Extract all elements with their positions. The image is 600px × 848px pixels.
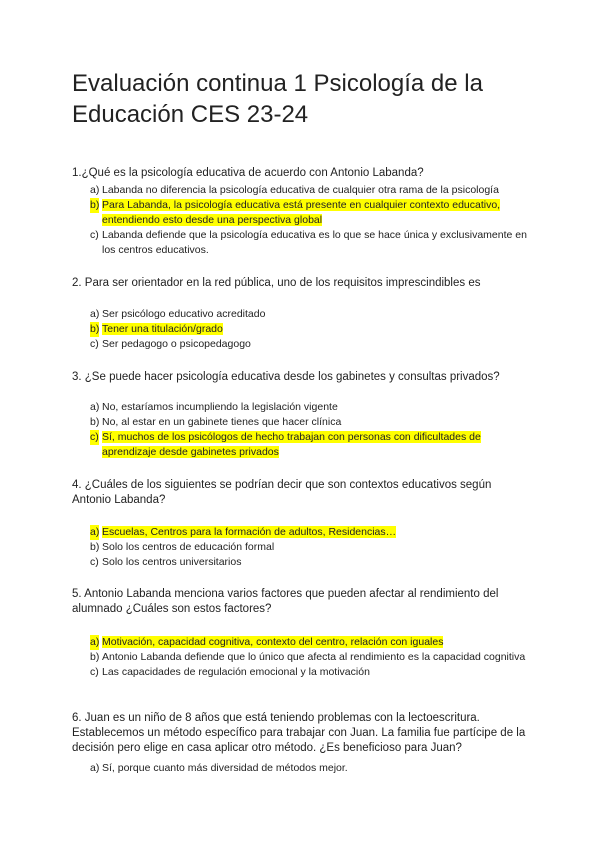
option-text: Solo los centros de educación formal	[102, 541, 275, 553]
question-3: 3. ¿Se puede hacer psicología educativa desde los gabinetes y consultas privados?	[72, 371, 500, 383]
options-question-2	[72, 307, 532, 352]
option-letter: b)	[90, 323, 100, 335]
option-text: Labanda no diferencia la psicología educativa de cualquier otra rama de la psicología	[102, 184, 499, 196]
option-letter: b)	[90, 541, 100, 553]
option-3b	[72, 415, 532, 430]
option-text-highlighted: Para Labanda, la psicología educativa está presente en cualquier contexto educativo, entendiendo esto desde una perspectiva global	[102, 199, 501, 226]
option-5a	[72, 635, 532, 650]
options-question-4	[72, 525, 532, 570]
option-letter: b)	[90, 199, 100, 211]
option-4a	[72, 525, 532, 540]
page-title: Evaluación continua 1 Psicología de la Educación CES 23-24	[72, 70, 483, 128]
option-1a	[72, 183, 532, 198]
option-3a	[72, 400, 532, 415]
option-2a	[72, 307, 532, 322]
option-text: Sí, porque cuanto más diversidad de métodos mejor.	[102, 762, 348, 774]
option-4b	[72, 540, 532, 555]
question-5: 5. Antonio Labanda menciona varios factores que pueden afectar al rendimiento del alumnado ¿Cuáles son estos factores?	[72, 588, 499, 615]
option-letter: c)	[90, 338, 99, 350]
option-2c	[72, 337, 532, 352]
option-5b	[72, 650, 532, 665]
option-letter: a)	[90, 401, 100, 413]
option-text: Ser pedagogo o psicopedagogo	[102, 338, 251, 350]
option-text: Las capacidades de regulación emocional y la motivación	[102, 666, 370, 678]
option-letter: b)	[90, 651, 100, 663]
option-text-highlighted: Escuelas, Centros para la formación de adultos, Residencias…	[102, 526, 397, 538]
option-5c	[72, 665, 532, 680]
option-text: Labanda defiende que la psicología educativa es lo que se hace única y exclusivamente en los centros educativos.	[102, 229, 527, 256]
option-letter: a)	[90, 184, 100, 196]
option-letter: a)	[90, 636, 100, 648]
option-text: Solo los centros universitarios	[102, 556, 242, 568]
option-letter: c)	[90, 666, 99, 678]
option-letter: c)	[90, 229, 99, 241]
question-2: 2. Para ser orientador en la red pública, uno de los requisitos imprescindibles es	[72, 277, 481, 289]
question-6: 6. Juan es un niño de 8 años que está teniendo problemas con la lectoescritura. Establecemos un método específico para trabajar con Juan. La familia fue partícipe de la decisión pero elige en casa aplicar otro método. ¿Es beneficioso para Juan?	[72, 712, 526, 754]
question-1: 1.¿Qué es la psicología educativa de acuerdo con Antonio Labanda?	[72, 167, 424, 179]
option-1c	[72, 228, 532, 258]
option-letter: a)	[90, 762, 100, 774]
option-letter: c)	[90, 556, 99, 568]
options-question-6	[72, 761, 532, 776]
option-letter: c)	[90, 431, 99, 443]
options-question-5	[72, 635, 532, 680]
option-6a	[72, 761, 532, 776]
options-question-1	[72, 183, 532, 258]
option-2b	[72, 322, 532, 337]
option-letter: b)	[90, 416, 100, 428]
option-4c	[72, 555, 532, 570]
option-letter: a)	[90, 526, 100, 538]
option-letter: a)	[90, 308, 100, 320]
option-text: Ser psicólogo educativo acreditado	[102, 308, 266, 320]
option-3c	[72, 430, 532, 460]
option-1b	[72, 198, 532, 228]
options-question-3	[72, 400, 532, 460]
option-text: No, estaríamos incumpliendo la legislación vigente	[102, 401, 338, 413]
option-text-highlighted: Sí, muchos de los psicólogos de hecho trabajan con personas con dificultades de aprendizaje desde gabinetes privados	[102, 431, 481, 458]
question-4: 4. ¿Cuáles de los siguientes se podrían decir que son contextos educativos según Antonio Labanda?	[72, 479, 492, 506]
option-text-highlighted: Tener una titulación/grado	[102, 323, 223, 335]
option-text-highlighted: Motivación, capacidad cognitiva, contexto del centro, relación con iguales	[102, 636, 444, 648]
option-text: Antonio Labanda defiende que lo único que afecta al rendimiento es la capacidad cognitiva	[102, 651, 526, 663]
option-text: No, al estar en un gabinete tienes que hacer clínica	[102, 416, 342, 428]
